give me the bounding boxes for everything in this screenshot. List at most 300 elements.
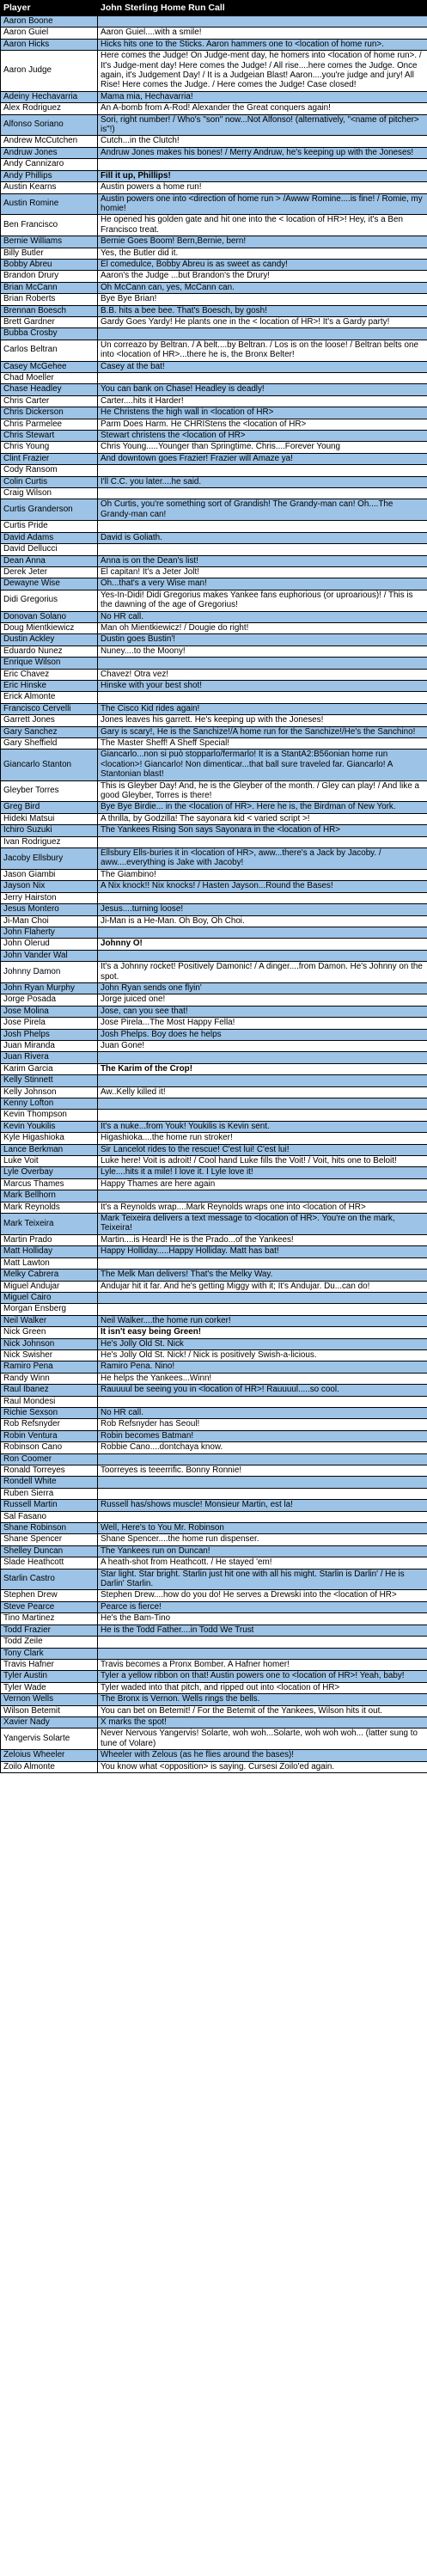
player-cell: Shane Robinson <box>1 1523 98 1534</box>
table-row <box>1 1361 427 1373</box>
table-row <box>1 892 427 903</box>
player-cell: Alex Rodriguez <box>1 103 98 114</box>
table-row <box>1 904 427 915</box>
player-cell: Ramiro Pena <box>1 1361 98 1373</box>
table-row <box>1 1304 427 1315</box>
player-cell: Kevin Youkilis <box>1 1121 98 1132</box>
call-cell <box>98 1511 427 1522</box>
player-cell: Chad Moeller <box>1 373 98 384</box>
call-cell <box>98 1190 427 1202</box>
table-row <box>1 316 427 327</box>
player-cell: Gary Sanchez <box>1 726 98 737</box>
call-cell: Oh McCann can, yes, McCann can. <box>98 282 427 293</box>
call-cell: Bye Bye Birdie... in the <location of HR>. Here he is, the Birdman of New York. <box>98 802 427 813</box>
player-cell: Russell Martin <box>1 1500 98 1511</box>
call-cell <box>98 1453 427 1465</box>
player-cell: Eric Hinske <box>1 680 98 691</box>
table-row <box>1 680 427 691</box>
player-cell: Slade Heathcott <box>1 1557 98 1569</box>
call-cell <box>98 544 427 555</box>
table-row <box>1 825 427 836</box>
call-cell: Bye Bye Brian! <box>98 294 427 305</box>
player-cell: Brian McCann <box>1 282 98 293</box>
table-row <box>1 802 427 813</box>
player-cell: Yangervis Solarte <box>1 1729 98 1750</box>
call-cell: Neil Walker....the home run corker! <box>98 1315 427 1326</box>
player-cell: Brandon Drury <box>1 271 98 282</box>
player-cell: Neil Walker <box>1 1315 98 1326</box>
table-row <box>1 407 427 419</box>
player-cell: Tony Clark <box>1 1648 98 1659</box>
player-cell: Jayson Nix <box>1 881 98 892</box>
call-cell: B.B. hits a bee bee. That's Boesch, by gosh! <box>98 305 427 316</box>
table-row <box>1 1442 427 1453</box>
player-cell: Kyle Higashioka <box>1 1133 98 1144</box>
call-cell <box>98 927 427 938</box>
call-cell: The Melk Man delivers! That's the Melky Way. <box>98 1270 427 1281</box>
player-cell: Steve Pearce <box>1 1601 98 1612</box>
player-cell: Melky Cabrera <box>1 1270 98 1281</box>
player-cell: Austin Romine <box>1 193 98 215</box>
player-cell: Randy Winn <box>1 1373 98 1384</box>
call-cell: Rauuuul be seeing you in <location of HR>! Rauuuul.....so cool. <box>98 1385 427 1396</box>
player-cell: Travis Hafner <box>1 1659 98 1670</box>
player-cell: Sal Fasano <box>1 1511 98 1522</box>
player-cell: Todd Frazier <box>1 1625 98 1636</box>
player-cell: Miguel Andujar <box>1 1281 98 1292</box>
table-row <box>1 499 427 521</box>
table-row <box>1 1349 427 1361</box>
call-cell: Dustin goes Bustin'! <box>98 634 427 646</box>
table-row <box>1 476 427 487</box>
table-row <box>1 453 427 464</box>
table-row <box>1 1419 427 1430</box>
call-cell <box>98 328 427 340</box>
player-column-header: Player <box>1 1 98 16</box>
table-row <box>1 1292 427 1303</box>
table-row <box>1 1511 427 1522</box>
table-row <box>1 750 427 780</box>
table-row <box>1 1040 427 1051</box>
table-row <box>1 51 427 92</box>
table-row <box>1 915 427 927</box>
player-cell: Curtis Granderson <box>1 499 98 521</box>
call-cell: The Yankees run on Duncan! <box>98 1545 427 1557</box>
table-row <box>1 442 427 453</box>
table-row <box>1 182 427 193</box>
player-cell: Didi Gregorius <box>1 590 98 611</box>
call-cell: Gary is scary!, He is the Sanchize!/A home run for the Sanchize!/He's the Sanchino! <box>98 726 427 737</box>
call-cell: Sir Lancelot rides to the rescue! C'est lui! C'est lui! <box>98 1144 427 1155</box>
table-row <box>1 544 427 555</box>
table-row <box>1 1315 427 1326</box>
call-cell <box>98 1098 427 1110</box>
table-row <box>1 994 427 1006</box>
player-cell: Tyler Austin <box>1 1671 98 1682</box>
call-cell: It's a nuke...from Youk! Youkilis is Kevin sent. <box>98 1121 427 1132</box>
table-row <box>1 147 427 158</box>
player-cell: Vernon Wells <box>1 1694 98 1705</box>
player-cell: Andruw Jones <box>1 147 98 158</box>
call-cell <box>98 1292 427 1303</box>
call-cell: Robbie Cano....dontchaya know. <box>98 1442 427 1453</box>
player-cell: Ben Francisco <box>1 215 98 236</box>
player-cell: Donovan Solano <box>1 611 98 622</box>
call-cell: You can bank on Chase! Headley is deadly! <box>98 384 427 395</box>
table-row <box>1 1477 427 1488</box>
table-row <box>1 738 427 750</box>
call-cell: Austin powers one into <direction of home run > /Awww Romine....is fine! / Romie, my homie! <box>98 193 427 215</box>
table-row <box>1 465 427 476</box>
player-cell: Mark Reynolds <box>1 1202 98 1213</box>
call-cell: I'll C.C. you later....he said. <box>98 476 427 487</box>
table-row <box>1 634 427 646</box>
call-cell: Bernie Goes Boom! Bern,Bernie, bern! <box>98 236 427 248</box>
player-cell: Greg Bird <box>1 802 98 813</box>
player-cell: Miguel Cairo <box>1 1292 98 1303</box>
player-cell: Alfonso Soriano <box>1 114 98 136</box>
call-cell: Jones leaves his garrett. He's keeping up with the Joneses! <box>98 715 427 726</box>
player-cell: Billy Butler <box>1 248 98 259</box>
call-cell: It's a Johnny rocket! Positively Damonic! / A dinger....from Damon. He's Johnny on the spot. <box>98 962 427 983</box>
player-cell: Ronald Torreyes <box>1 1465 98 1477</box>
call-cell: Nuney....to the Moony! <box>98 646 427 657</box>
player-cell: Karim Garcia <box>1 1063 98 1074</box>
table-row <box>1 1178 427 1190</box>
player-cell: Dean Anna <box>1 555 98 566</box>
table-row <box>1 384 427 395</box>
call-cell <box>98 836 427 847</box>
table-row <box>1 215 427 236</box>
player-cell: Ron Coomer <box>1 1453 98 1465</box>
table-row <box>1 1257 427 1269</box>
table-row <box>1 1121 427 1132</box>
player-cell: Francisco Cervelli <box>1 703 98 714</box>
call-cell: El capitan! It's a Jeter Jolt! <box>98 566 427 578</box>
table-row <box>1 669 427 680</box>
table-row <box>1 881 427 892</box>
table-row <box>1 1327 427 1338</box>
player-cell: Shelley Duncan <box>1 1545 98 1557</box>
table-row <box>1 373 427 384</box>
player-cell: Dewayne Wise <box>1 578 98 590</box>
player-cell: Andy Phillips <box>1 170 98 181</box>
player-cell: Jesus Montero <box>1 904 98 915</box>
table-row <box>1 1156 427 1167</box>
player-cell: Brett Gardner <box>1 316 98 327</box>
player-cell: Bobby Abreu <box>1 259 98 270</box>
table-row <box>1 419 427 430</box>
call-cell: The Cisco Kid rides again! <box>98 703 427 714</box>
call-cell: Casey at the bat! <box>98 361 427 372</box>
call-cell: Ji-Man is a He-Man. Oh Boy, Oh Choi. <box>98 915 427 927</box>
table-row <box>1 1705 427 1716</box>
player-cell: Brian Roberts <box>1 294 98 305</box>
table-row <box>1 1190 427 1202</box>
call-cell: It isn't easy being Green! <box>98 1327 427 1338</box>
player-cell: Chris Young <box>1 442 98 453</box>
call-cell: Austin powers a home run! <box>98 182 427 193</box>
call-cell: Jose Pirela...The Most Happy Fella! <box>98 1018 427 1029</box>
player-cell: Johnny Damon <box>1 962 98 983</box>
table-row <box>1 1385 427 1396</box>
player-cell: Stephen Drew <box>1 1590 98 1601</box>
player-cell: Chris Stewart <box>1 431 98 442</box>
player-cell: Kevin Thompson <box>1 1110 98 1121</box>
player-cell: Mark Teixeira <box>1 1214 98 1235</box>
player-cell: Colin Curtis <box>1 476 98 487</box>
call-cell: He is the Todd Father....in Todd We Trust <box>98 1625 427 1636</box>
player-cell: David Dellucci <box>1 544 98 555</box>
table-row <box>1 431 427 442</box>
call-cell <box>98 16 427 28</box>
player-cell: Chris Carter <box>1 395 98 407</box>
call-cell: The Yankees Rising Son says Sayonara in the <location of HR> <box>98 825 427 836</box>
call-cell <box>98 159 427 170</box>
call-cell: Martin....is Heard! He is the Prado...of the Yankees! <box>98 1234 427 1245</box>
table-row <box>1 578 427 590</box>
table-row <box>1 1545 427 1557</box>
call-cell <box>98 658 427 669</box>
player-cell: Raul Mondesi <box>1 1396 98 1407</box>
call-cell: Hicks hits one to the Sticks. Aaron hammers one to <location of home run>. <box>98 39 427 50</box>
table-row <box>1 869 427 880</box>
table-row <box>1 328 427 340</box>
player-cell: Zoilo Almonte <box>1 1761 98 1772</box>
call-cell: The Karim of the Crop! <box>98 1063 427 1074</box>
player-cell: Robinson Cano <box>1 1442 98 1453</box>
player-cell: Rob Refsnyder <box>1 1419 98 1430</box>
player-cell: Jason Giambi <box>1 869 98 880</box>
table-row <box>1 950 427 961</box>
table-row <box>1 1075 427 1086</box>
table-row <box>1 1052 427 1063</box>
call-cell: Hinske with your best shot! <box>98 680 427 691</box>
table-row <box>1 622 427 633</box>
player-cell: Curtis Pride <box>1 521 98 532</box>
table-row <box>1 1144 427 1155</box>
call-cell: Chavez! Otra vez! <box>98 669 427 680</box>
player-cell: John Flaherty <box>1 927 98 938</box>
table-row <box>1 1396 427 1407</box>
call-cell: Travis becomes a Pronx Bomber. A Hafner homer! <box>98 1659 427 1670</box>
table-row <box>1 488 427 499</box>
call-cell: Wheeler with Zelous (as he flies around the bases)! <box>98 1750 427 1761</box>
table-row <box>1 1523 427 1534</box>
player-cell: Jose Molina <box>1 1006 98 1017</box>
call-cell: Jorge juiced one! <box>98 994 427 1006</box>
table-row <box>1 939 427 950</box>
table-row <box>1 1110 427 1121</box>
player-cell: Lyle Overbay <box>1 1167 98 1178</box>
call-cell <box>98 892 427 903</box>
call-cell: No HR call. <box>98 611 427 622</box>
player-cell: Xavier Nady <box>1 1716 98 1728</box>
call-cell: Rob Refsnyder has Seoul! <box>98 1419 427 1430</box>
call-cell: Aaron Guiel....with a smile! <box>98 28 427 39</box>
table-row <box>1 726 427 737</box>
call-cell: Pearce is fierce! <box>98 1601 427 1612</box>
player-cell: Aaron Judge <box>1 51 98 92</box>
player-cell: Josh Phelps <box>1 1029 98 1040</box>
player-cell: Shane Spencer <box>1 1534 98 1545</box>
player-cell: Ivan Rodriguez <box>1 836 98 847</box>
player-cell: Kelly Johnson <box>1 1086 98 1098</box>
call-cell: Happy Thames are here again <box>98 1178 427 1190</box>
player-cell: Ichiro Suzuki <box>1 825 98 836</box>
table-row <box>1 1202 427 1213</box>
player-cell: Austin Kearns <box>1 182 98 193</box>
call-cell <box>98 1257 427 1269</box>
call-cell <box>98 1477 427 1488</box>
player-cell: Nick Green <box>1 1327 98 1338</box>
player-cell: Carlos Beltran <box>1 340 98 361</box>
player-cell: Juan Rivera <box>1 1052 98 1063</box>
call-cell <box>98 465 427 476</box>
table-row <box>1 1637 427 1648</box>
player-cell: Andy Cannizaro <box>1 159 98 170</box>
player-cell: Gary Sheffield <box>1 738 98 750</box>
player-cell: Jorge Posada <box>1 994 98 1006</box>
table-row <box>1 1648 427 1659</box>
table-row <box>1 103 427 114</box>
table-row <box>1 305 427 316</box>
player-cell: Eric Chavez <box>1 669 98 680</box>
table-row <box>1 395 427 407</box>
call-cell <box>98 1488 427 1499</box>
table-row <box>1 91 427 102</box>
table-row <box>1 962 427 983</box>
call-cell: A heath-shot from Heathcott. / He stayed 'em! <box>98 1557 427 1569</box>
table-row <box>1 1534 427 1545</box>
table-row <box>1 611 427 622</box>
table-row <box>1 1133 427 1144</box>
table-row <box>1 1018 427 1029</box>
table-row <box>1 1694 427 1705</box>
table-row <box>1 566 427 578</box>
call-cell: An A-bomb from A-Rod! Alexander the Great conquers again! <box>98 103 427 114</box>
call-cell: Here comes the Judge! On Judge-ment day, he homers into <location of home run>. / It's Judge-ment day! Here comes the Judge! / All rise....here comes the Judge. Once again, it's Judgement Day! / It is a Judgeian Blast! Aaron....you're judge and jury! All Rise! Here comes the Judge. / Here comes the Judge! Case closed! <box>98 51 427 92</box>
player-cell: Jacoby Ellsbury <box>1 848 98 870</box>
player-cell: Brennan Boesch <box>1 305 98 316</box>
table-row <box>1 1006 427 1017</box>
call-column-header: John Sterling Home Run Call <box>98 1 427 16</box>
call-cell: Chris Young.....Younger than Springtime. Chris....Forever Young <box>98 442 427 453</box>
table-row <box>1 1167 427 1178</box>
player-cell: Nick Johnson <box>1 1338 98 1349</box>
table-row <box>1 532 427 543</box>
table-row <box>1 658 427 669</box>
call-cell: No HR call. <box>98 1407 427 1418</box>
table-row <box>1 927 427 938</box>
call-cell: The Master Sheff! A Sheff Special! <box>98 738 427 750</box>
player-cell: Doug Mientkiewicz <box>1 622 98 633</box>
table-row <box>1 1569 427 1590</box>
player-cell: Clint Frazier <box>1 453 98 464</box>
table-row <box>1 136 427 147</box>
call-cell: Anna is on the Dean's list! <box>98 555 427 566</box>
call-cell: Mark Teixeira delivers a text message to <location of HR>. You're on the mark, Teixeira! <box>98 1214 427 1235</box>
player-cell: Morgan Ensberg <box>1 1304 98 1315</box>
table-row <box>1 836 427 847</box>
call-cell: El comedulce, Bobby Abreu is as sweet as candy! <box>98 259 427 270</box>
table-row <box>1 703 427 714</box>
call-cell: Juan Gone! <box>98 1040 427 1051</box>
table-row <box>1 1373 427 1384</box>
player-cell: Enrique Wilson <box>1 658 98 669</box>
table-row <box>1 1682 427 1693</box>
call-cell <box>98 692 427 703</box>
player-cell: Derek Jeter <box>1 566 98 578</box>
table-row <box>1 1590 427 1601</box>
player-cell: Chase Headley <box>1 384 98 395</box>
call-cell <box>98 950 427 961</box>
player-cell: Aaron Guiel <box>1 28 98 39</box>
table-row <box>1 1500 427 1511</box>
call-cell: Well, Here's to You Mr. Robinson <box>98 1523 427 1534</box>
player-cell: Erick Almonte <box>1 692 98 703</box>
player-cell: Kenny Lofton <box>1 1098 98 1110</box>
player-cell: Eduardo Nunez <box>1 646 98 657</box>
table-row <box>1 1407 427 1418</box>
player-cell: Tino Martinez <box>1 1613 98 1625</box>
player-cell: Aaron Boone <box>1 16 98 28</box>
header-row <box>1 1 427 16</box>
call-cell: Robin becomes Batman! <box>98 1430 427 1441</box>
table-row <box>1 715 427 726</box>
table-row <box>1 1430 427 1441</box>
table-row <box>1 248 427 259</box>
player-cell: Jose Pirela <box>1 1018 98 1029</box>
table-row <box>1 1234 427 1245</box>
call-cell: Yes, the Butler did it. <box>98 248 427 259</box>
call-cell: Oh...that's a very Wise man! <box>98 578 427 590</box>
call-cell: Aaron's the Judge ...but Brandon's the Drury! <box>98 271 427 282</box>
table-row <box>1 340 427 361</box>
player-cell: Raul Ibanez <box>1 1385 98 1396</box>
player-cell: Luke Voit <box>1 1156 98 1167</box>
call-cell: Jose, can you see that! <box>98 1006 427 1017</box>
call-cell: He helps the Yankees...Winn! <box>98 1373 427 1384</box>
call-cell: He's the Bam-Tino <box>98 1613 427 1625</box>
player-cell: Jerry Hairston <box>1 892 98 903</box>
table-row <box>1 16 427 28</box>
table-row <box>1 646 427 657</box>
player-cell: Aaron Hicks <box>1 39 98 50</box>
player-cell: Adeiny Hechavarria <box>1 91 98 102</box>
call-cell: He opened his golden gate and hit one into the < location of HR>! Hey, it's a Ben Francisco treat. <box>98 215 427 236</box>
player-cell: Bubba Crosby <box>1 328 98 340</box>
table-row <box>1 848 427 870</box>
call-cell <box>98 488 427 499</box>
table-row <box>1 1659 427 1670</box>
table-row <box>1 590 427 611</box>
player-cell: Kelly Stinnett <box>1 1075 98 1086</box>
call-cell <box>98 1637 427 1648</box>
table-row <box>1 1453 427 1465</box>
player-cell: Rondell White <box>1 1477 98 1488</box>
call-cell: Fill it up, Phillips! <box>98 170 427 181</box>
player-cell: Nick Swisher <box>1 1349 98 1361</box>
player-cell: Lance Berkman <box>1 1144 98 1155</box>
player-cell: Richie Sexson <box>1 1407 98 1418</box>
call-cell: You know what <opposition> is saying. Cursesi Zoilo'ed again. <box>98 1761 427 1772</box>
table-row <box>1 1338 427 1349</box>
call-cell: Andruw Jones makes his bones! / Merry Andruw, he's keeping up with the Joneses! <box>98 147 427 158</box>
player-cell: Dustin Ackley <box>1 634 98 646</box>
table-row <box>1 555 427 566</box>
player-cell: Matt Lawton <box>1 1257 98 1269</box>
